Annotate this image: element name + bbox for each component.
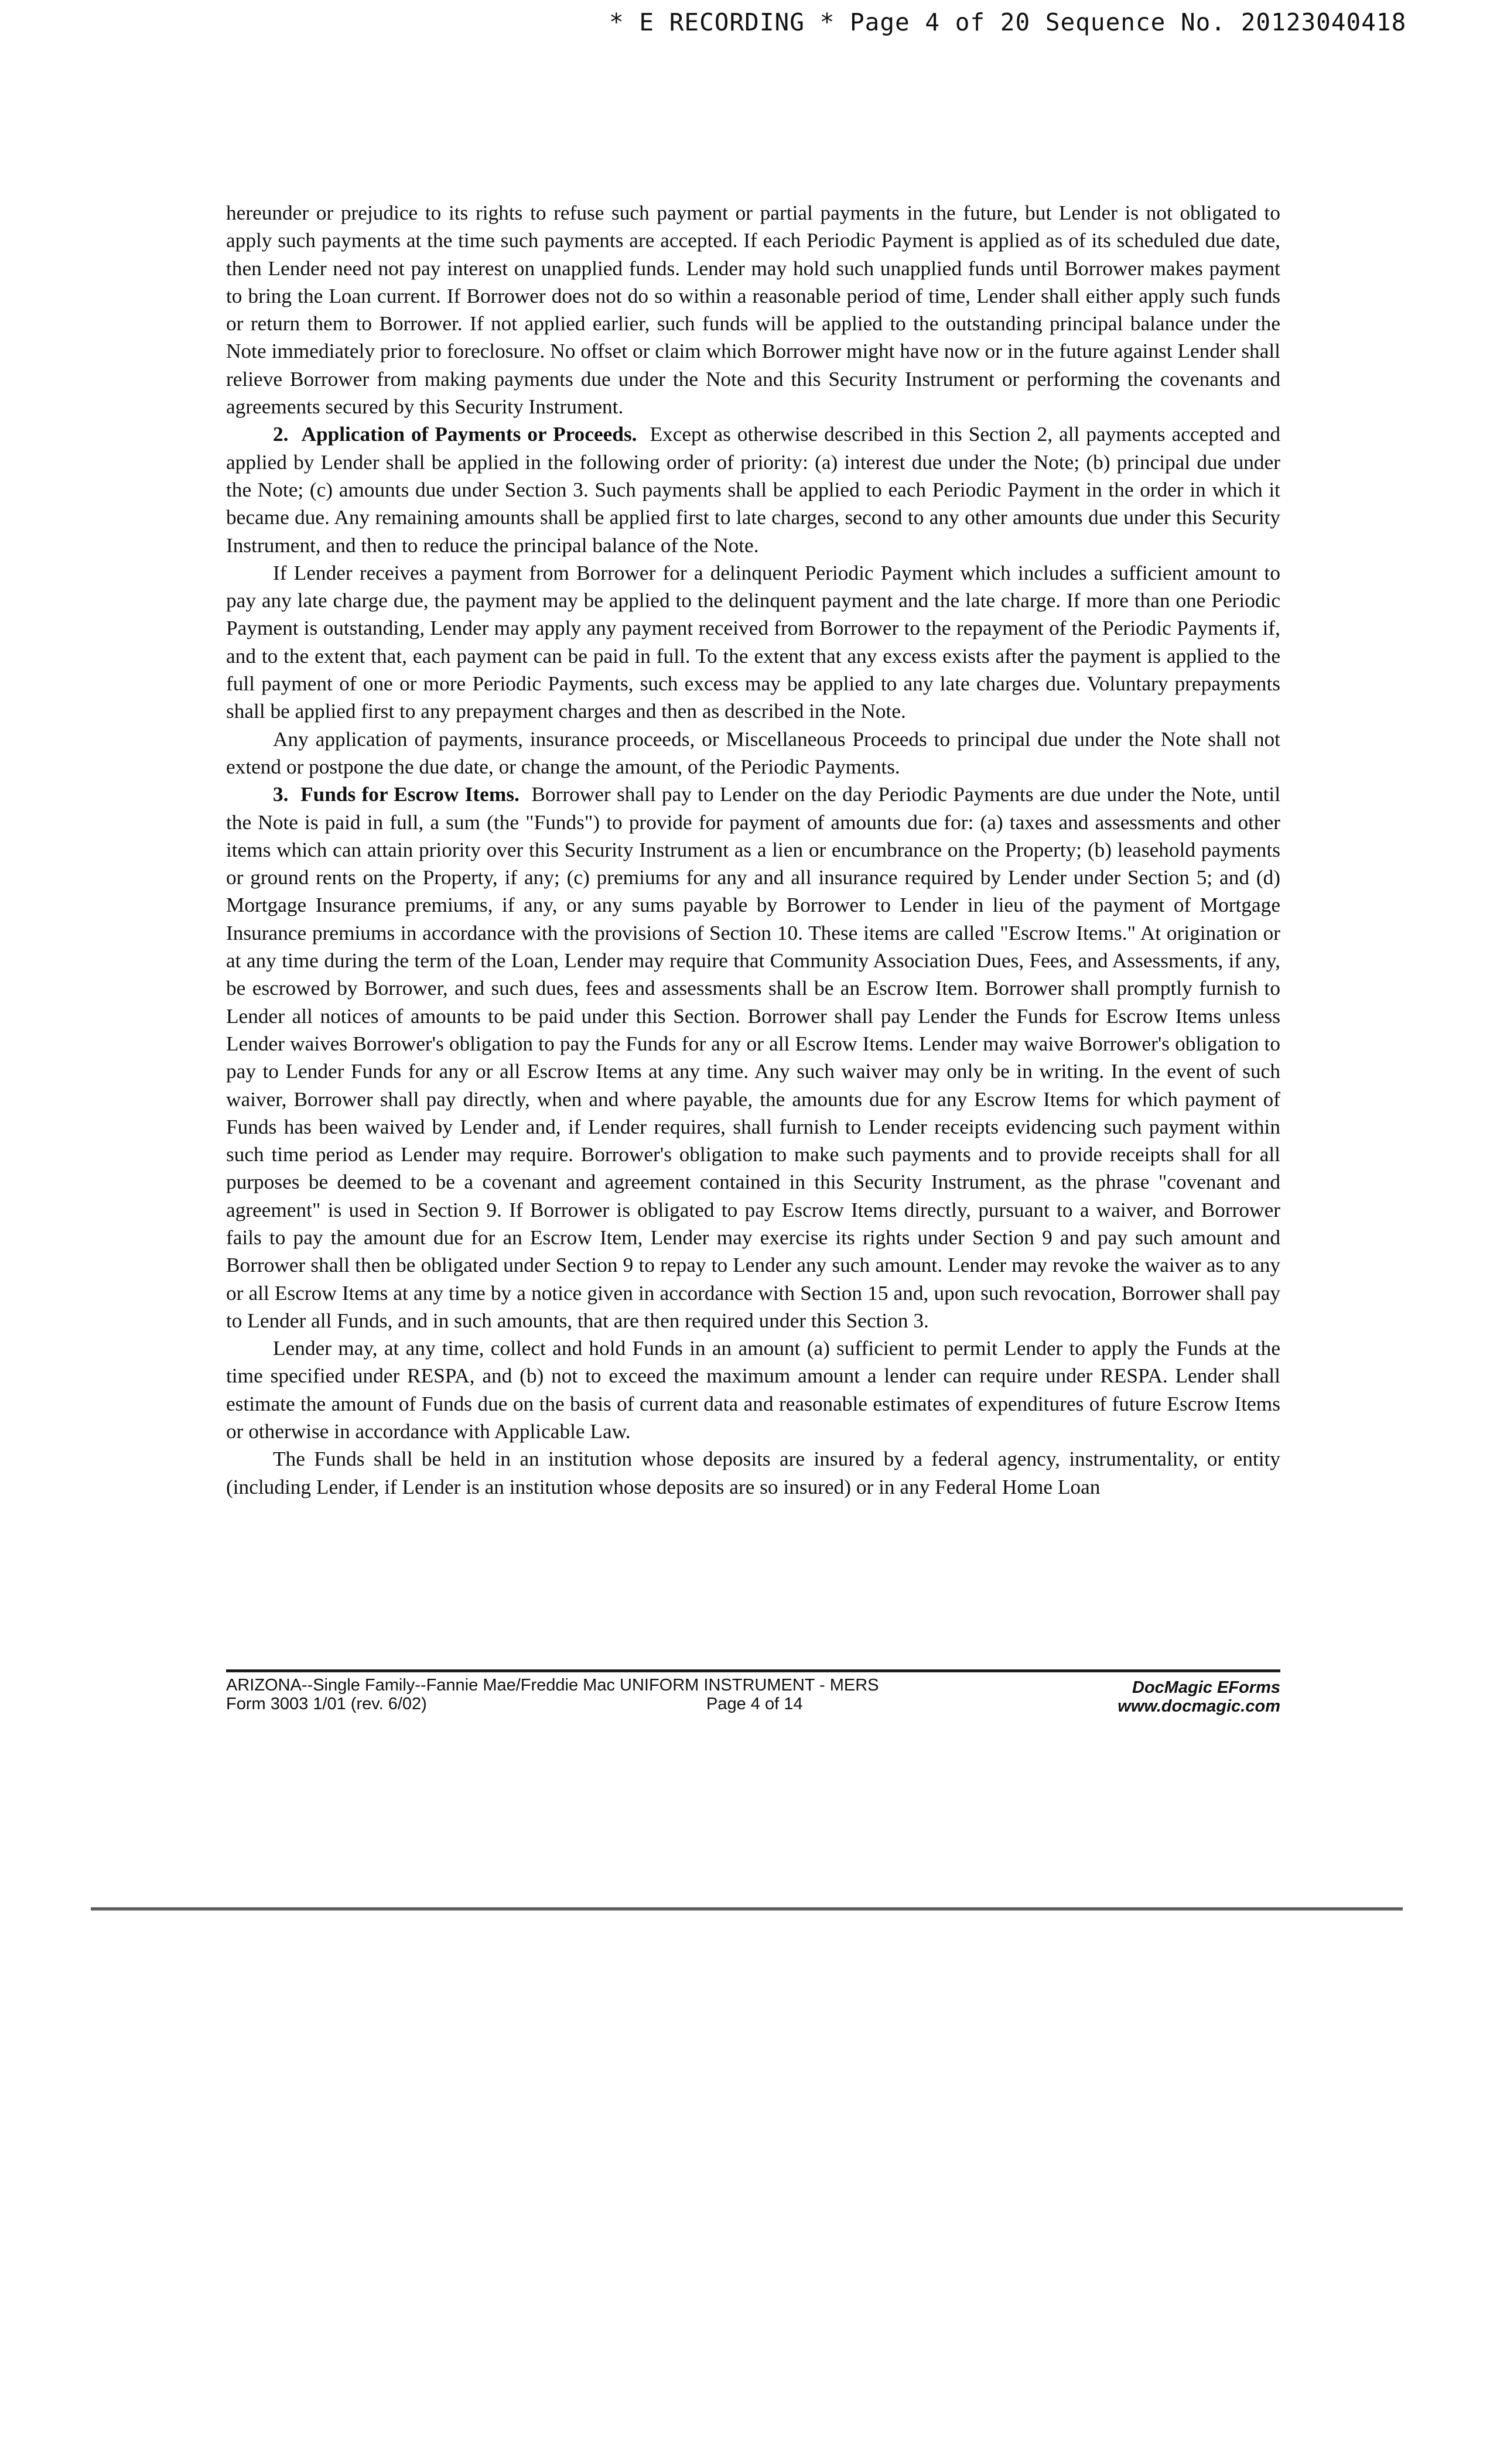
section-3-title: Funds for Escrow Items. bbox=[300, 783, 520, 806]
recording-header: * E RECORDING * Page 4 of 20 Sequence No. 20123040418 bbox=[609, 8, 1407, 36]
paragraph-application-of-payments: Any application of payments, insurance proceeds, or Miscellaneous Proceeds to principal due under the Note shall not extend or postpone the due date, or change the amount, of the Periodic Payments. bbox=[226, 727, 1280, 778]
paragraph-respa-funds: Lender may, at any time, collect and hold Funds in an amount (a) sufficient to permit Lender to apply the Funds at the time specified under RESPA, and (b) not to exceed the maximum amount a lender can require under RESPA. Lender shall estimate the amount of Funds due on the basis of current data and reasonable estimates of expenditures of future Escrow Items or otherwise in accordance with Applicable Law. bbox=[226, 1337, 1280, 1443]
footer-brand bbox=[1118, 1678, 1280, 1716]
section-2-paragraph bbox=[226, 420, 1280, 559]
section-3-paragraph bbox=[226, 781, 1280, 1334]
section-2-text: Except as otherwise described in this Section 2, all payments accepted and applied by Lender shall be applied in the following order of priority: (a) interest due under the Note; (b) principal due under the Note; (c) amounts due under Section 3. Such payments shall be applied to each Periodic Payment in the order in which it became due. Any remaining amounts shall be applied first to late charges, second to any other amounts due under this Security Instrument, and then to reduce the principal balance of the Note. bbox=[226, 423, 1281, 557]
paragraph-funds-held: The Funds shall be held in an institution whose deposits are insured by a federal agency, instrumentality, or entity (including Lender, if Lender is an institution whose deposits are so insured) or in any Federal Home Loan bbox=[226, 1447, 1280, 1498]
paragraph-continuation: hereunder or prejudice to its rights to refuse such payment or partial payments in the future, but Lender is not obligated to apply such payments at the time such payments are accepted. If each Periodic Payment is applied as of its scheduled due date, then Lender need not pay interest on unapplied funds. Lender may hold such unapplied funds until Borrower makes payment to bring the Loan current. If Borrower does not do so within a reasonable period of time, Lender shall either apply such funds or return them to Borrower. If not applied earlier, such funds will be applied to the outstanding principal balance under the Note immediately prior to foreclosure. No offset or claim which Borrower might have now or in the future against Lender shall relieve Borrower from making payments due under the Note and this Security Instrument or performing the covenants and agreements secured by this Security Instrument. bbox=[226, 201, 1280, 419]
docmagic-website: www.docmagic.com bbox=[1118, 1697, 1280, 1716]
document-footer bbox=[226, 1669, 1280, 1729]
scan-divider-line bbox=[91, 1907, 1403, 1911]
footer-form-title: ARIZONA--Single Family--Fannie Mae/Freddie Mac UNIFORM INSTRUMENT - MERS bbox=[226, 1676, 879, 1695]
section-2-number: 2. bbox=[273, 423, 289, 446]
section-2-title: Application of Payments or Proceeds. bbox=[301, 423, 637, 446]
section-3-number: 3. bbox=[273, 783, 289, 806]
document-body bbox=[226, 199, 1280, 1501]
footer-page-number: Page 4 of 14 bbox=[706, 1695, 803, 1713]
docmagic-logo: DocMagic EForms bbox=[1132, 1678, 1280, 1697]
footer-form-number: Form 3003 1/01 (rev. 6/02) bbox=[226, 1695, 427, 1713]
section-3-text: Borrower shall pay to Lender on the day Periodic Payments are due under the Note, until the Note is paid in full, a sum (the "Funds") to provide for payment of amounts due for: (a) taxes and assessments and other items which can attain priority over this Security Instrument as a lien or encumbrance on the Property; (b) leasehold payments or ground rents on the Property, if any; (c) premiums for any and all insurance required by Lender under Section 5; and (d) Mortgage Insurance premiums, if any, or any sums payable by Borrower to Lender in lieu of the payment of Mortgage Insurance premiums in accordance with the provisions of Section 10. These items are called "Escrow Items." At origination or at any time during the term of the Loan, Lender may require that Community Association Dues, Fees, and Assessments, if any, be escrowed by Borrower, and such dues, fees and assessments shall be an Escrow Item. Borrower shall promptly furnish to Lender all notices of amounts to be paid under this Section. Borrower shall pay Lender the Funds for Escrow Items unless Lender waives Borrower's obligation to pay the Funds for any or all Escrow Items. Lender may waive Borrower's obligation to pay to Lender Funds for any or all Escrow Items at any time. Any such waiver may only be in writing. In the event of such waiver, Borrower shall pay directly, when and where payable, the amounts due for any Escrow Items for which payment of Funds has been waived by Lender and, if Lender requires, shall furnish to Lender receipts evidencing such payment within such time period as Lender may require. Borrower's obligation to make such payments and to provide receipts shall for all purposes be deemed to be a covenant and agreement contained in this Security Instrument, as the phrase "covenant and agreement" is used in Section 9. If Borrower is obligated to pay Escrow Items directly, pursuant to a waiver, and Borrower fails to pay the amount due for an Escrow Item, Lender may exercise its rights under Section 9 and pay such amount and Borrower shall then be obligated under Section 9 to repay to Lender any such amount. Lender may revoke the waiver as to any or all Escrow Items at any time by a notice given in accordance with Section 15 and, upon such revocation, Borrower shall pay to Lender all Funds, and in such amounts, that are then required under this Section 3. bbox=[226, 783, 1281, 1332]
paragraph-delinquent-payment: If Lender receives a payment from Borrower for a delinquent Periodic Payment which includes a sufficient amount to pay any late charge due, the payment may be applied to the delinquent payment and the late charge. If more than one Periodic Payment is outstanding, Lender may apply any payment received from Borrower to the repayment of the Periodic Payments if, and to the extent that, each payment can be paid in full. To the extent that any excess exists after the payment is applied to the full payment of one or more Periodic Payments, such excess may be applied to any late charges due. Voluntary prepayments shall be applied first to any prepayment charges and then as described in the Note. bbox=[226, 561, 1280, 723]
